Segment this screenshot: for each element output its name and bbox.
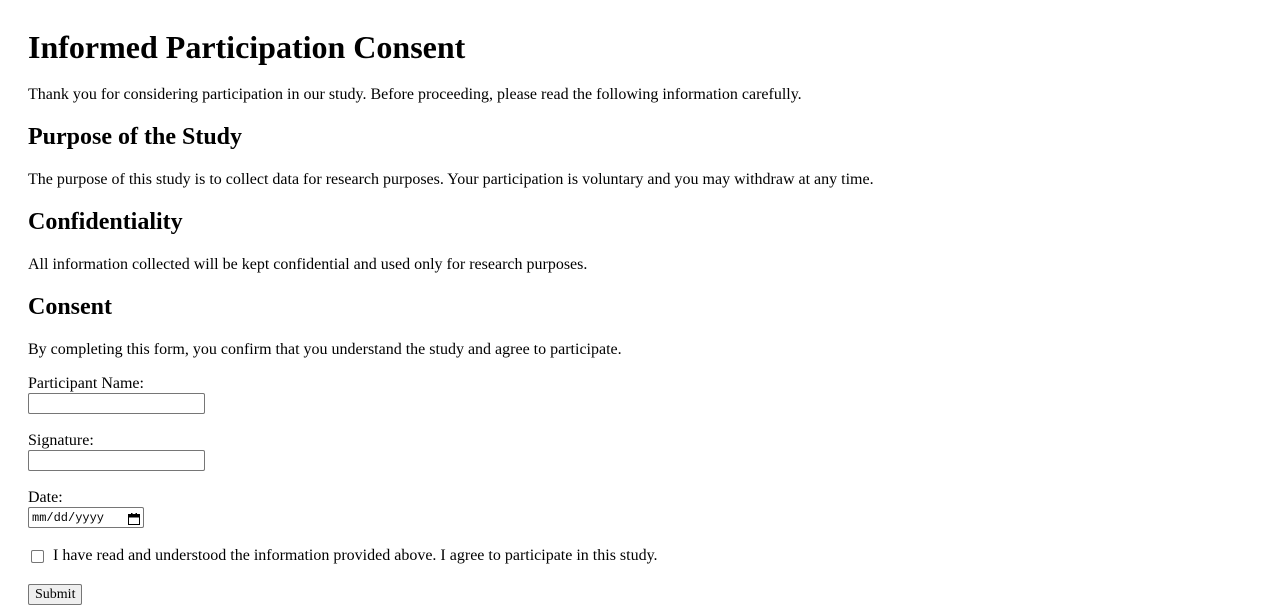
confidentiality-heading: Confidentiality: [28, 209, 183, 235]
intro-text: Thank you for considering participation in our study. Before proceeding, please read the following information carefully.: [28, 86, 802, 103]
confidentiality-text: All information collected will be kept confidential and used only for research purposes.: [28, 256, 588, 273]
agreement-checkbox[interactable]: [31, 550, 44, 563]
consent-heading: Consent: [28, 294, 113, 320]
signature-label: Signature:: [28, 432, 94, 449]
page-title: Informed Participation Consent: [28, 29, 466, 65]
purpose-text: The purpose of this study is to collect data for research purposes. Your participation is voluntary and you may withdraw at any time.: [28, 171, 874, 188]
submit-button[interactable]: Submit: [28, 584, 82, 605]
calendar-icon[interactable]: [128, 512, 140, 524]
consent-text: By completing this form, you confirm that you understand the study and agree to participate.: [28, 341, 622, 358]
purpose-heading: Purpose of the Study: [28, 124, 243, 150]
date-label: Date:: [28, 489, 63, 506]
participant-name-label: Participant Name:: [28, 375, 144, 392]
agreement-row: [28, 547, 658, 565]
agreement-label: I have read and understood the information provided above. I agree to participate in this study.: [53, 547, 658, 564]
signature-input[interactable]: [28, 450, 205, 471]
participant-name-input[interactable]: [28, 393, 205, 414]
date-input[interactable]: [28, 507, 144, 528]
date-placeholder: mm/dd/yyyy: [32, 510, 105, 525]
